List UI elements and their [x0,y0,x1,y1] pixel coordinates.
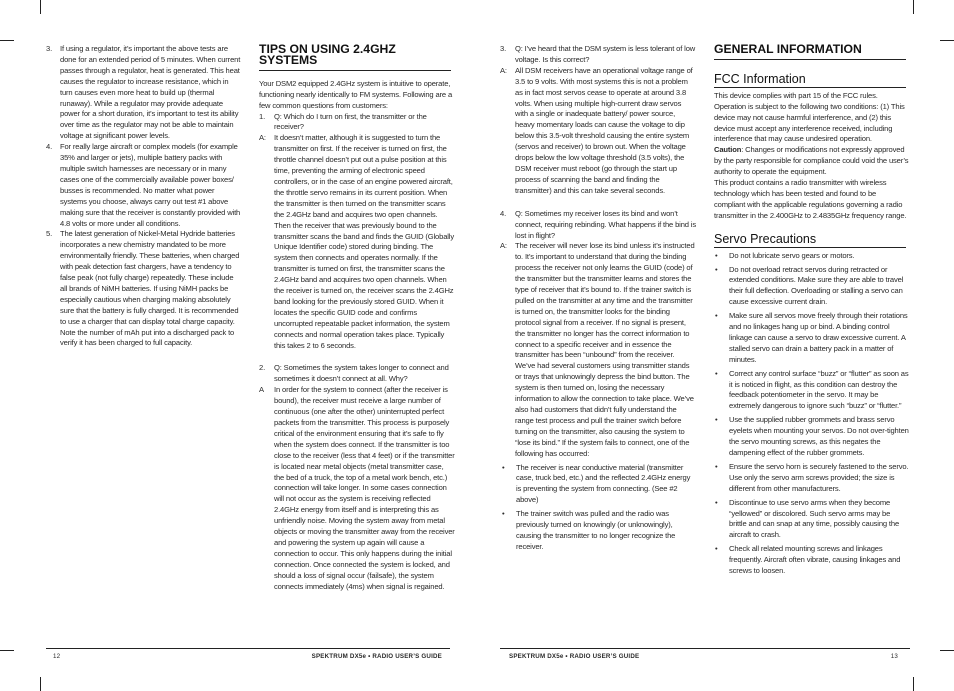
bullet-glyph: • [502,462,505,472]
bullet-text: Discontinue to use servo arms when they become “yellowed” or discolored. Such servo arms may be brittle and can snap at any time, possibly causing the aircraft to crash. [729,497,900,540]
bullet-glyph: • [715,311,718,321]
column-faq-continued [500,44,696,553]
column-battery-tips [46,44,242,349]
caution-text: : Changes or modifications not expressly approved by the party responsible for compliance could void the user’s authority to operate the equipment. [714,145,909,177]
bullet-text: Do not overload retract servos during retracted or extended conditions. Make sure they are able to travel their full deflection. Overloading or stalling a servo can cause excessive current drain. [729,264,904,307]
crop-mark [40,677,41,691]
footer-title: SPEKTRUM DX5e • RADIO USER’S GUIDE [311,653,442,660]
question [500,44,696,66]
answer-label: A: [500,241,507,251]
bullet-text: The trainer switch was pulled and the radio was previously turned on knowingly (or unknowingly), causing the transmitter to no longer recognize the receiver. [516,509,676,551]
answer-text: The receiver will never lose its bind unless it’s instructed to. It’s important to understand that during the binding process the receiver not only learns the GUID (code) of the transmitter but the transmitter learns and stores the type of receiver that it’s bound to. If the trainer switch is pulled on the transmitter at any time and the transmitter is turned on, the transmitter looks for the binding protocol signal from a receiver. If no signal is present, the transmitter no longer has the correct information to connect to a specific receiver and in essence the transmitter has been “unbound” from the receiver. We’ve had several customers using transmitter stands or trays that unknowingly depress the bind button. The system is then turned on, losing the necessary information to allow the connection to take place. We’ve also had customers that didn’t fully understand the range test process and pull the trainer switch before turning on the transmitter, also causing the system to “lose its bind.” If the system fails to connect, one of the following has occurred: [515,241,695,458]
footer-right [500,648,910,662]
bullet-text: Do not lubricate servo gears or motors. [729,250,855,260]
list-number: 5. [46,229,53,239]
answer-label: A: [500,65,507,75]
bullet-glyph: • [715,461,718,471]
crop-mark [0,650,14,651]
bullet-text: Ensure the servo horn is securely fastened to the servo. Use only the servo arm screws provided; the size is different from other manufacturers. [729,461,909,493]
caution-label: Caution [714,145,742,155]
answer-text: It doesn’t matter, although it is suggested to turn the transmitter on first. If the receiver is turned on first, the throttle channel doesn’t put out a pulse position at this time, preventing the arming of electronic speed controllers, or in the case of an engine powered aircraft, the throttle servo remains in its current position. When the transmitter is then turned on the transmitter scans the 2.4GHz band and acquires two open channels. Then the receiver that was previously bound to the transmitter scans the band and finds the GUID (Globally Unique Identifier code) stored during binding. The system then connects and operates normally. If the transmitter is turned on first, the transmitter scans the 2.4GHz band and acquires two open channels. When the receiver is turned on, the receiver scans the 2.4GHz band looking for the previously stored GUID. When it locates the specific GUID code and confirms uncorrupted repeatable packet information, the system connects and normal operation takes place. Typically this takes 2 to 6 seconds. [274,133,454,350]
section-heading: GENERAL INFORMATION [714,44,906,60]
column-tips-24ghz [259,44,455,593]
fcc-text: This device complies with part 15 of the FCC rules. Operation is subject to the following two conditions: (1) This device may not cause harmful interference, and (2) this device must accept any interference received, including interference that may cause undesired operation. [714,90,905,144]
crop-mark [940,40,954,41]
bullet-item [714,462,909,495]
question-number: 4. [500,208,507,218]
question [259,363,455,385]
crop-mark [913,0,914,14]
bullet-glyph: • [715,497,718,507]
list-text: The latest generation of Nickel-Metal Hydride batteries incorporates a new chemistry mandated to be more environmentally friendly. These batteries, when charged with peak detection fast chargers, have a tendency to false peak (not fully charge) repeatedly. These include all brands of NiMH batteries. If using NiMH packs be especially cautious when charging making absolutely sure that the battery is fully charged. It is recommended to use a charger that can display total charge capacity. Note the number of mAh put into a discharged pack to verify it has been charged to full capacity. [60,229,240,348]
answer-label: A [259,385,264,395]
bullet-item [714,251,909,262]
caution-note [714,145,909,178]
question-number: 2. [259,363,266,373]
page-number: 12 [53,653,61,660]
fcc-heading: FCC Information [714,74,906,88]
page-number: 13 [890,653,898,660]
bullet-glyph: • [715,250,718,260]
crop-mark [0,40,14,41]
bullet-item [714,369,909,413]
crop-mark [940,650,954,651]
list-number: 3. [46,44,53,53]
footer-left [46,648,450,662]
bullet-item [714,544,909,577]
answer [259,385,455,592]
list-text: If using a regulator, it’s important the above tests are done for an extended period of 5 minutes. When current passes through a regulator, heat is generated. This heat causes the regulator to increase resistance, which in turn causes even more heat to build up (thermal runaway). While a regulator may provide adequate power for a short duration, it’s important to test its ability over time as the regulator may not be able to maintain voltage at significant power levels. [60,44,241,141]
bullet-text: Check all related mounting screws and linkages frequently. Aircraft often vibrate, causing linkages and screws to loosen. [729,544,901,576]
answer-label: A: [259,133,266,143]
bullet-text: Correct any control surface “buzz” or “flutter” as soon as it is noticed in flight, as this condition can destroy the feedback potentiometer in the servo. It may be extremely dangerous to ignore such “buzz” or “flutter.” [729,368,909,411]
footer-title: SPEKTRUM DX5e • RADIO USER’S GUIDE [509,653,640,660]
bullet-item [714,265,909,309]
bullet-item [714,498,909,542]
bullet-item [714,415,909,459]
crop-mark [913,677,914,691]
answer [500,241,696,459]
list-number: 4. [46,142,53,152]
answer [259,133,455,351]
bullet-glyph: • [502,509,505,519]
question-text: Q: I’ve heard that the DSM system is less tolerant of low voltage. Is this correct? [515,44,696,64]
list-text: For really large aircraft or complex models (for example 35% and larger or jets), multiple battery packs with multiple switch harnesses are necessary or in many cases one of the commercially available power boxes/ busses is recommended. No matter what power systems you choose, always carry out test #1 above making sure that the receiver is constantly provided with 4.8 volts or more under all conditions. [60,142,241,228]
bullet-glyph: • [715,415,718,425]
question-number: 3. [500,44,507,53]
intro-text: Your DSM2 equipped 2.4GHz system is intuitive to operate, functioning nearly identically to FM systems. Following are a few common questions from customers: [259,78,453,110]
question [259,112,455,134]
column-general-information [714,44,909,577]
bullet-item [500,509,696,553]
question-text: Q: Which do I turn on first, the transmitter or the receiver? [274,111,427,132]
list-item [46,142,242,229]
bullet-glyph: • [715,368,718,378]
question-text: Q: Sometimes the system takes longer to connect and sometimes it doesn’t connect at all. Why? [274,363,449,384]
fcc-text-2: This product contains a radio transmitter with wireless technology which has been tested and found to be compliant with the applicable regulations governing a radio transmitter in the 2.400GHz to 2.4835GHz frequency range. [714,178,907,220]
crop-mark [40,0,41,14]
bullet-item [500,463,696,507]
question [500,209,696,242]
bullet-text: The receiver is near conductive material (transmitter case, truck bed, etc.) and the reflected 2.4GHz energy is preventing the system from connecting. (See #2 above) [516,462,691,505]
bullet-text: Use the supplied rubber grommets and brass servo eyelets when mounting your servos. Do not over-tighten the servo mounting screws, as this negates the dampening effect of the rubber grommets. [729,415,909,457]
bullet-item [714,311,909,366]
servo-heading: Servo Precautions [714,234,906,248]
answer-text: All DSM receivers have an operational voltage range of 3.5 to 9 volts. With most systems this is not a problem as in fact most servos cease to operate at around 3.8 volts. When using multiple high-current draw servos with a single or inadequate battery/ power source, heavy momentary loads can cause the voltage to dip below this 3.5-volt threshold causing the entire system (servos and receiver) to brown out. When the voltage drops below the low voltage threshold (3.5 volts), the DSM receiver must reboot (go through the start up process of scanning the band and finding the transmitter) and this can take several seconds. [515,65,693,195]
bullet-glyph: • [715,264,718,274]
list-item [46,44,242,142]
bullet-text: Make sure all servos move freely through their rotations and no linkages hang up or bind. A binding control linkage can cause a servo to draw excessive current. A stalled servo can drain a battery pack in a matter of minutes. [729,311,908,364]
question-text: Q: Sometimes my receiver loses its bind and won’t connect, requiring rebinding. What happens if the bind is lost in flight? [515,208,696,240]
bullet-glyph: • [715,544,718,554]
section-heading: TIPS ON USING 2.4GHZ SYSTEMS [259,44,451,71]
answer [500,66,696,197]
list-item [46,229,242,349]
answer-text: In order for the system to connect (after the receiver is bound), the receiver must receive a large number of continuous (one after the other) uninterrupted perfect packets from the transmitter. This process is purposely critical of the environment ensuring that it’s safe to fly when the system does connect. If the transmitter is too close to the receiver (less that 4 feet) or if the transmitter is located near metal objects (metal transmitter case, the bed of a truck, the top of a metal work bench, etc.) connection will take longer. In some cases connection will not occur as the system is receiving reflected 2.4GHz energy from itself and is interpreting this as unfriendly noise. Moving the system away from metal objects or moving the transmitter away from the receiver and powering the system up again will cause a connection to occur. This only happens during the initial connection. Once connected the system is locked, and should a loss of signal occur (failsafe), the system connects immediately (4ms) when signal is regained. [274,385,455,591]
question-number: 1. [259,111,266,121]
